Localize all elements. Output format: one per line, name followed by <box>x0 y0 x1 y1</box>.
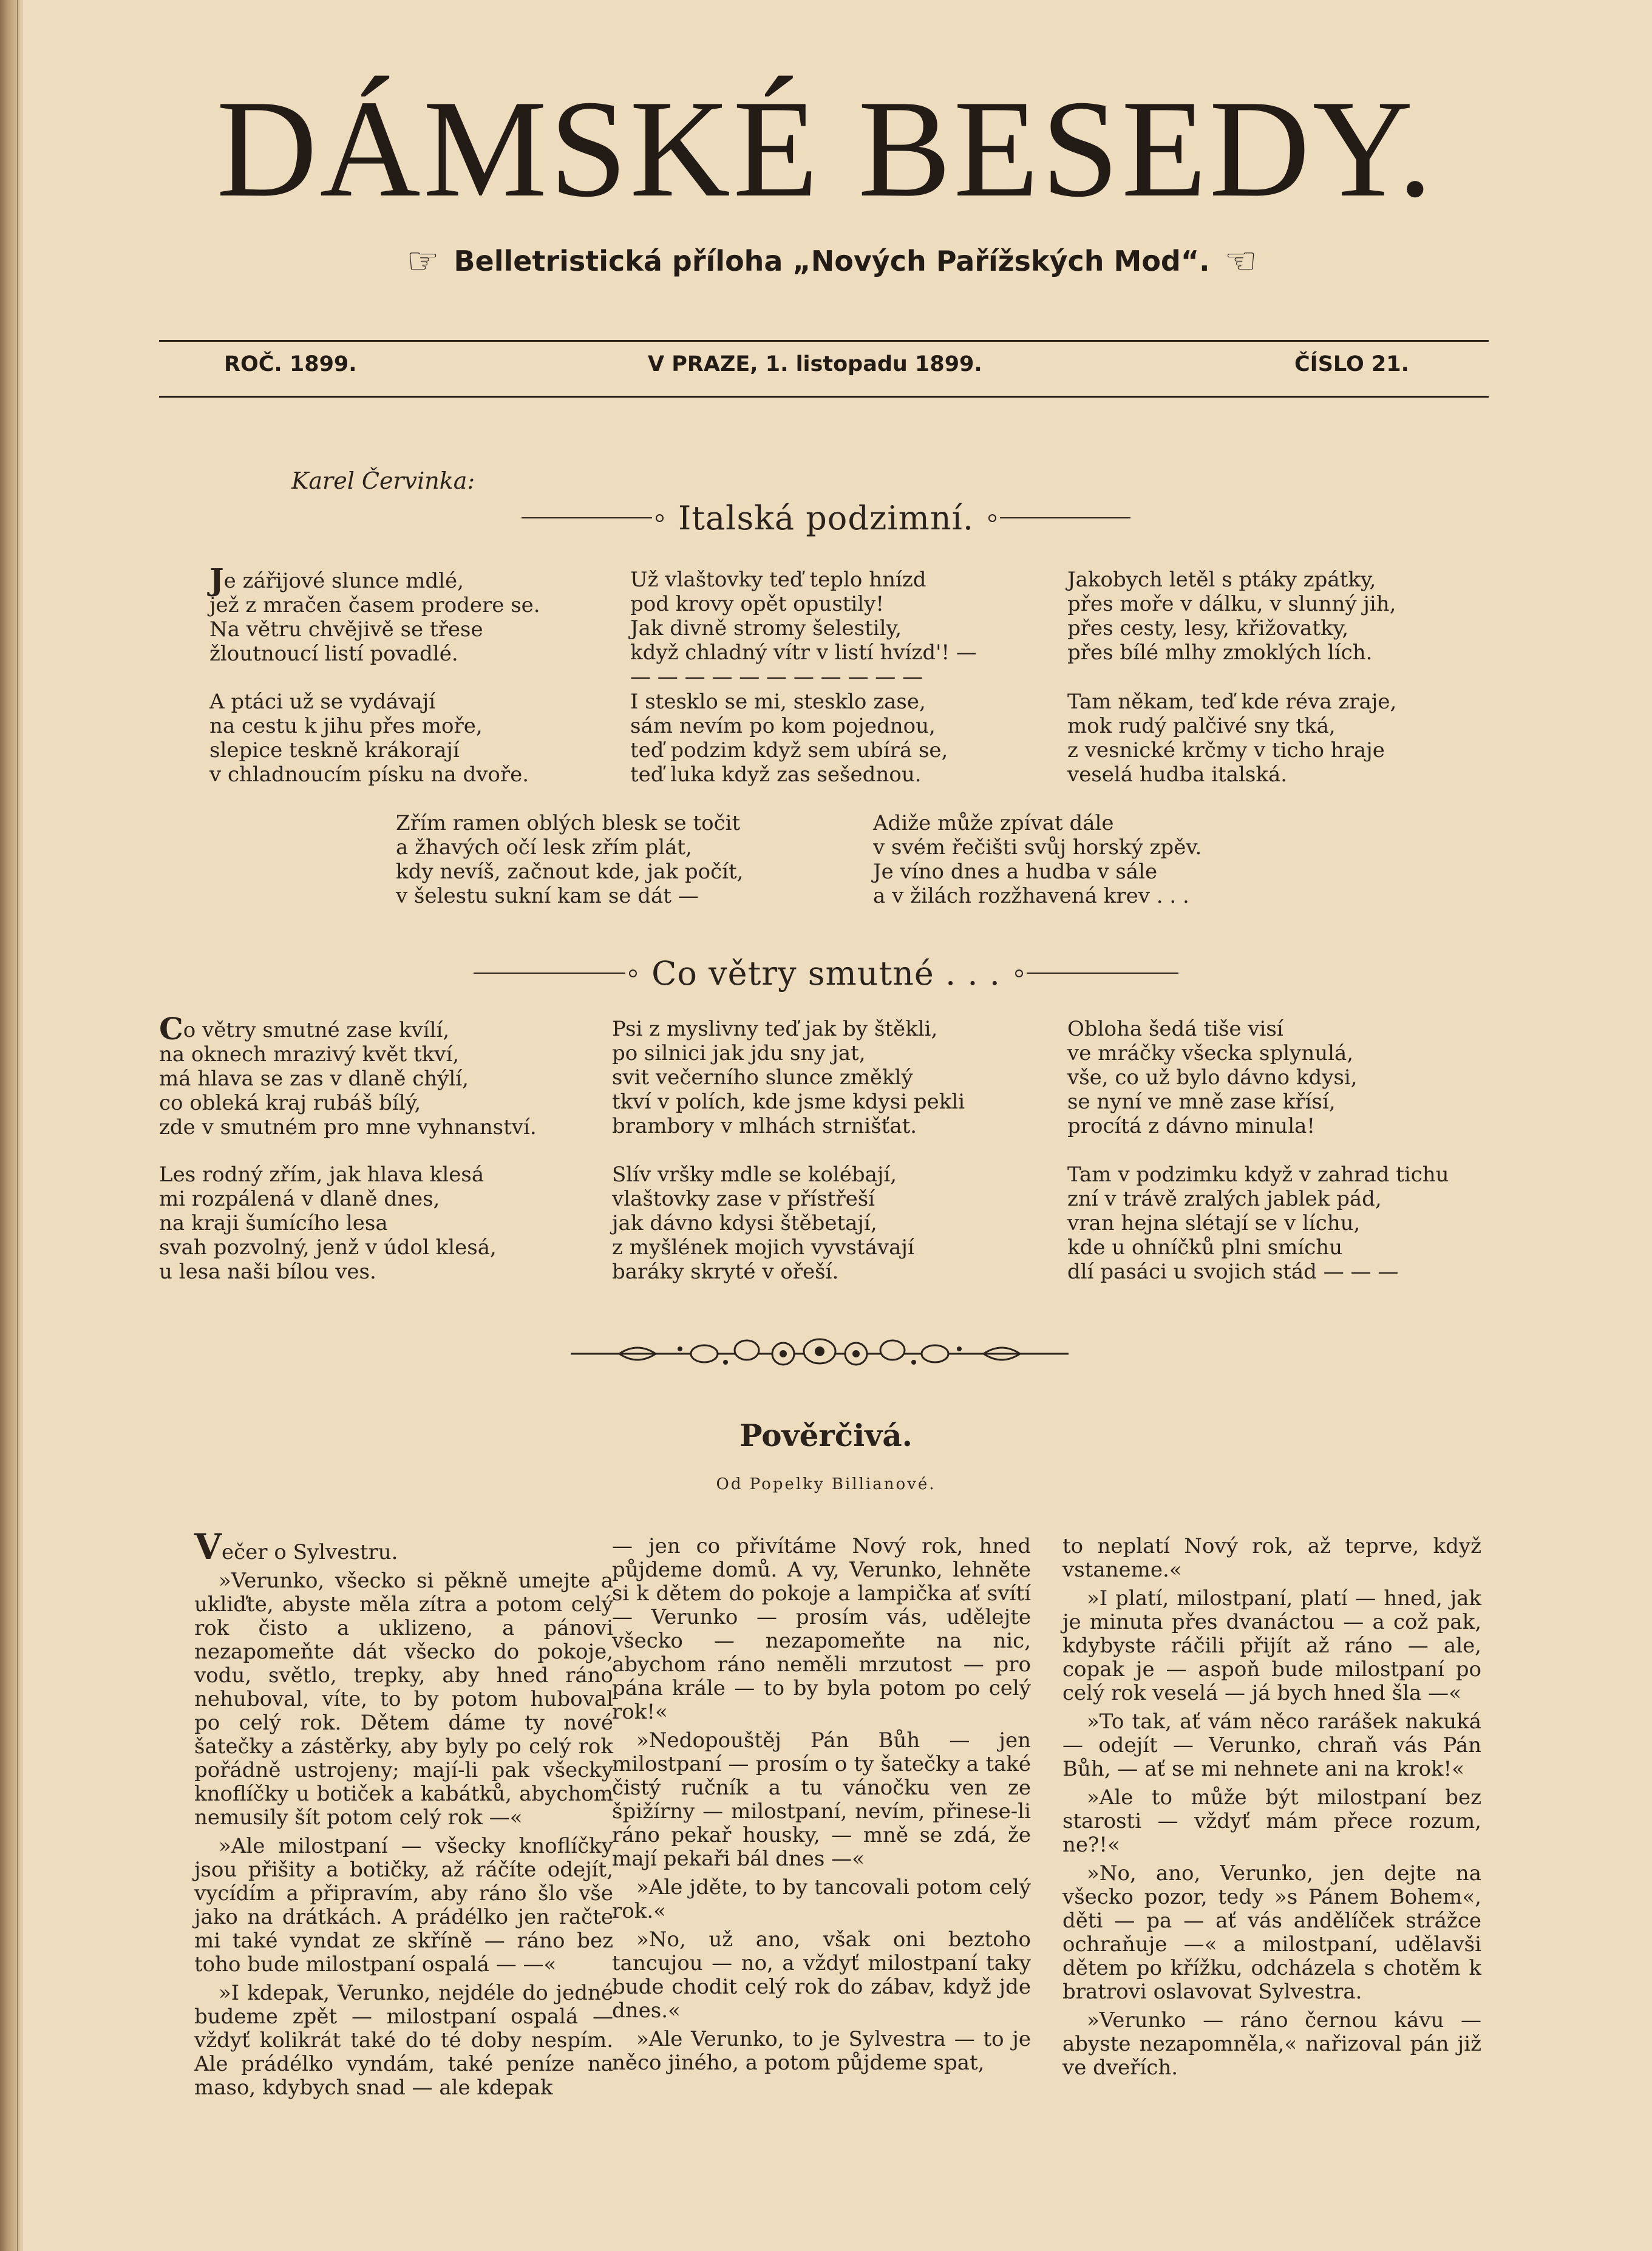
story-paragraph <box>1062 1587 1481 1705</box>
poem2-stanza-6: Tam v podzimku když v zahrad tichu zní v trávě zralých jablek pád, vran hejna slétají se v líchu, kde u ohníčků plni smíchu dlí pasáci u svojich stád — — — <box>1067 1163 1449 1284</box>
story-paragraph <box>194 1526 613 1567</box>
story-paragraph-text: »Verunko — ráno černou kávu — abyste nezapomněla,« nařizoval pán již ve dveřích. <box>1062 2008 1481 2080</box>
poem2-title: Co větry smutné . . . <box>651 954 1001 993</box>
heading-line-left <box>474 973 625 974</box>
story-paragraph-text: »Ale Verunko, to je Sylvestra — to je něco jiného, a potom půjdeme spat, <box>612 2027 1031 2075</box>
masthead-title: DÁMSKÉ BESEDY. <box>216 71 1435 226</box>
poem1-stanza-4: I stesklo se mi, stesklo zase, sám nevím po kom pojednou, teď podzim když sem ubírá se, teď luka když zas sešednou. <box>630 690 948 787</box>
issue-number: ČÍSLO 21. <box>1294 352 1409 376</box>
poem2-stanza-3: Psi z myslivny teď jak by štěkli, po silnici jak jdu sny jat, svit večerního slunce změklý tkví v polích, kde jsme kdysi pekli brambory v mlhách strnišťat. <box>612 1017 965 1138</box>
pointing-hand-right-icon: ☞ <box>406 240 440 282</box>
story-paragraph <box>612 1729 1031 1871</box>
heading-line-right <box>1027 973 1178 974</box>
story-column-1 <box>194 1526 613 2105</box>
poem2-stanza-1 <box>159 1011 537 1139</box>
poem2-heading <box>0 952 1652 994</box>
poem2-dropcap: C <box>159 1011 183 1047</box>
poem1-stanza-3: Už vlaštovky teď teplo hnízd pod krovy opět opustily! Jak divně stromy šelestily, když chladný vítr v listí hvízd'! — — — — — — — — — — — — <box>630 568 977 689</box>
top-rule <box>159 340 1489 342</box>
heading-line-left <box>522 517 652 518</box>
story-byline: Od Popelky Billianové. <box>716 1475 936 1493</box>
story-paragraph <box>1062 2009 1481 2080</box>
poem1-stanza-7: Zřím ramen oblých blesk se točit a žhavých očí lesk zřím plát, kdy nevíš, začnout kde, jak počít, v šelestu sukní kam se dát — <box>396 811 744 908</box>
story-paragraph-text: »Ale jděte, to by tancovali potom celý rok.« <box>612 1875 1031 1923</box>
poem1-stanza-1-text: e zářijové slunce mdlé, jež z mračen časem prodere se. Na větru chvějivě se třese žloutnoucí listí povadlé. <box>209 569 540 666</box>
story-paragraph <box>612 1876 1031 1923</box>
story-paragraph-text: — jen co přivítáme Nový rok, hned půjdeme domů. A vy, Verunko, lehněte si k dětem do pokoje a lampička ať svítí — Verunko — prosím vás, udělejte všecko — nezapomeňte na nic, abychom ráno neměli mrzutost — pro pána krále — to by byla potom po celý rok!« <box>612 1534 1031 1724</box>
story-paragraph-text: »I kdepak, Verunko, nejdéle do jedné budeme zpět — milostpaní ospalá — vždyť kolikrát také do té doby nespím. Ale prádélko vyndám, také peníze na maso, kdybych snad — ale kdepak <box>194 1981 613 2100</box>
heading-line-right <box>1000 517 1130 518</box>
heading-dot-right <box>988 514 996 522</box>
poem-author: Karel Červinka: <box>291 467 475 494</box>
volume-year: ROČ. 1899. <box>224 352 357 376</box>
poem1-stanza-6: Tam někam, teď kde réva zraje, mok rudý palčivé sny tká, z vesnické krčmy v ticho hraje veselá hudba italská. <box>1067 690 1397 787</box>
story-title: Pověrčivá. <box>739 1417 913 1453</box>
story-paragraph-text: »I platí, milostpaní, platí — hned, jak je minuta přes dvanáctou — a což pak, kdybyste ráčili přijít až ráno — ale, copak je — aspoň bude milostpaní po celý rok veselá — já bych hned šla —« <box>1062 1586 1481 1705</box>
poem1-title: Italská podzimní. <box>678 498 974 537</box>
story-paragraph <box>1062 1710 1481 1781</box>
story-paragraph <box>612 2028 1031 2075</box>
bottom-rule <box>159 396 1489 398</box>
story-paragraph-text: »No, ano, Verunko, jen dejte na všecko pozor, tedy »s Pánem Bohem«, děti — pa — ať vás andělíček strážce ochraňuje —« a milostpaní, udělavši dětem po křížku, odcházela s chotěm k bratrovi oslavovat Sylvestra. <box>1062 1861 1481 2004</box>
story-paragraph-text: »Nedopouštěj Pán Bůh — jen milostpaní — prosím o ty šatečky a také čistý ručník a tu vánočku ven ze špižírny — milostpaní, nevím, přinese-li ráno pekař housky, — mně se zdá, že mají pekaři bál dnes —« <box>612 1728 1031 1871</box>
story-paragraph <box>612 1535 1031 1724</box>
story-paragraph-text: »Verunko, všecko si pěkně umejte a ukliďte, abyste měla zítra a potom celý rok čisto a uklizeno, a pánovi nezapomeňte dát všecko do pokoje, vodu, světlo, trepky, aby hned ráno nehuboval, víte, to by potom huboval po celý rok. Dětem dáme ty nové šatečky a zástěrky, aby byly po celý rok pořádně ustrojeny; mají-li pak všecky knoflíčky u botiček a kabátků, abychom nemusily šít potom celý rok —« <box>194 1569 613 1830</box>
story-paragraph-text: ečer o Sylvestru. <box>222 1540 398 1564</box>
heading-dot-right <box>1015 969 1023 977</box>
story-paragraph-text: »No, už ano, však oni beztoho tancujou — no, a vždyť milostpaní taky bude chodit celý rok do zábav, když jde dnes.« <box>612 1927 1031 2023</box>
floral-ornament-divider <box>571 1336 1069 1372</box>
pointing-hand-left-icon: ☜ <box>1224 240 1257 282</box>
heading-dot-left <box>656 514 664 522</box>
poem2-stanza-5: Obloha šedá tiše visí ve mráčky všecka splynulá, vše, co už bylo dávno kdysi, se nyní ve mně zase křísí, procítá z dávno minula! <box>1067 1017 1358 1138</box>
story-paragraph-text: »To tak, ať vám něco rarášek nakuká — odejít — Verunko, chraň vás Pán Bůh, — ať se mi nehnete ani na krok!« <box>1062 1709 1481 1781</box>
masthead-subtitle-row <box>389 240 1275 282</box>
poem2-stanza-1-text: o větry smutné zase kvílí, na oknech mrazivý květ tkví, má hlava se zas v dlaně chýlí, co obleká kraj rubáš bílý, zde v smutném pro mne vyhnanství. <box>159 1018 537 1139</box>
story-paragraph <box>194 1981 613 2100</box>
poem1-stanza-5: Jakobych letěl s ptáky zpátky, přes moře v dálku, v slunný jih, přes cesty, lesy, křižovatky, přes bílé mlhy zmoklých lích. <box>1067 568 1396 665</box>
story-paragraph <box>1062 1535 1481 1582</box>
story-paragraph-text: »Ale to může být milostpaní bez starosti — vždyť mám přece rozum, ne?!« <box>1062 1785 1481 1857</box>
story-paragraph <box>1062 1786 1481 1857</box>
poem2-stanza-4: Slív vršky mdle se kolébají, vlaštovky zase v přístřeší jak dávno kdysi štěbetají, z myšlének mojich vyvstávají baráky skryté v ořeší. <box>612 1163 914 1284</box>
poem1-heading <box>0 497 1652 539</box>
story-paragraph-text: »Ale milostpaní — všecky knoflíčky jsou přišity a botičky, až ráčíte odejít, vycídím a připravím, aby ráno šlo vše jako na drátkách. A prádélko jen račte mi také vyndat ze skříně — ráno bez toho bude milostpaní ospalá — —« <box>194 1834 613 1977</box>
story-column-3 <box>1062 1535 1481 2085</box>
masthead-subtitle: Belletristická příloha „Nových Pařížských Mod“. <box>454 245 1210 277</box>
place-date: V PRAZE, 1. listopadu 1899. <box>648 352 982 376</box>
poem2-stanza-2: Les rodný zřím, jak hlava klesá mi rozpálená v dlaně dnes, na kraji šumícího lesa svah pozvolný, jenž v údol klesá, u lesa naši bílou ves. <box>159 1163 497 1284</box>
story-paragraph-text: to neplatí Nový rok, až teprve, když vstaneme.« <box>1062 1534 1481 1582</box>
story-paragraph <box>612 1928 1031 2023</box>
story-paragraph <box>194 1835 613 1977</box>
poem1-stanza-2: A ptáci už se vydávají na cestu k jihu přes moře, slepice teskně krákorají v chladnoucím písku na dvoře. <box>209 690 529 787</box>
heading-dot-left <box>629 969 637 977</box>
story-column-2 <box>612 1535 1031 2080</box>
story-paragraph <box>194 1569 613 1830</box>
poem1-stanza-1 <box>209 562 540 666</box>
story-dropcap: V <box>194 1526 222 1567</box>
poem1-stanza-8: Adiže může zpívat dále v svém řečišti svůj horský zpěv. Je víno dnes a hudba v sále a v žilách rozžhavená krev . . . <box>873 811 1202 908</box>
story-paragraph <box>1062 1862 1481 2004</box>
issue-info-bar <box>159 352 1489 382</box>
poem1-dropcap: J <box>209 562 224 597</box>
